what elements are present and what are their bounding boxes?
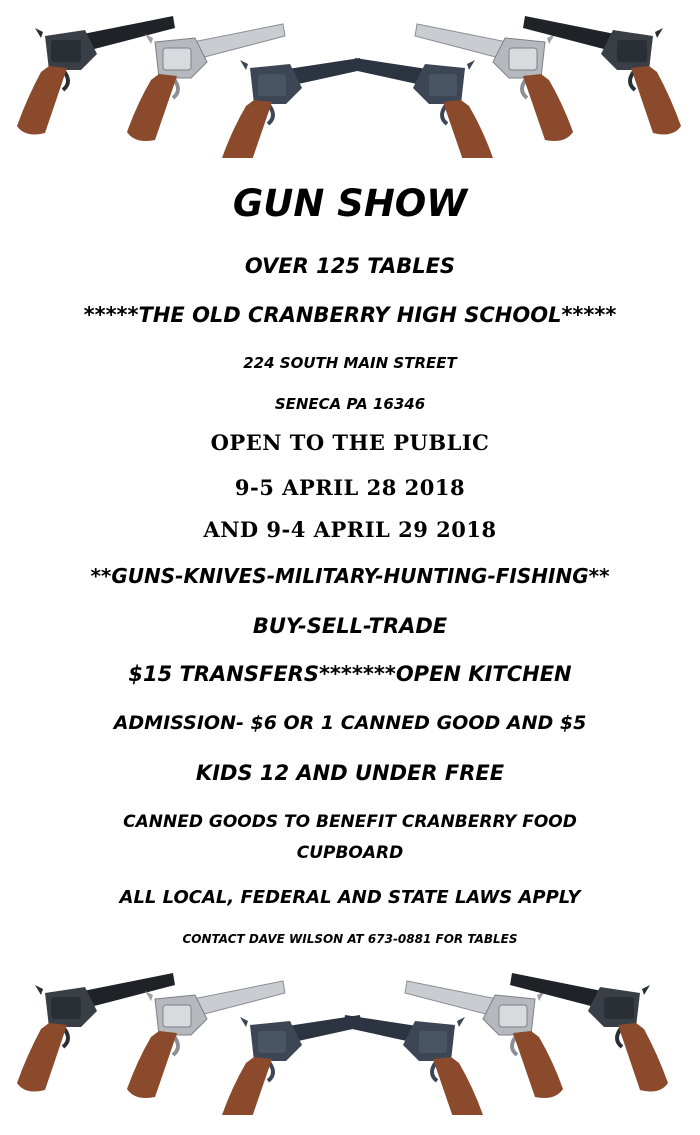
buy-sell-trade: BUY-SELL-TRADE bbox=[252, 614, 448, 638]
top-revolver-row bbox=[0, 8, 700, 158]
benefit-line-1: CANNED GOODS TO BENEFIT CRANBERRY FOOD bbox=[123, 812, 577, 832]
bottom-revolver-row bbox=[0, 965, 700, 1115]
show-date-1: 9-5 APRIL 28 2018 bbox=[234, 475, 466, 500]
admission: ADMISSION- $6 OR 1 CANNED GOOD AND $5 bbox=[113, 712, 587, 734]
contact-info: CONTACT DAVE WILSON AT 673-0881 FOR TABLES bbox=[182, 932, 518, 946]
benefit-line-2: CUPBOARD bbox=[296, 843, 404, 863]
categories: **GUNS-KNIVES-MILITARY-HUNTING-FISHING** bbox=[90, 564, 610, 588]
revolver-image bbox=[505, 965, 680, 1100]
tables-count: OVER 125 TABLES bbox=[244, 254, 456, 278]
venue-name: *****THE OLD CRANBERRY HIGH SCHOOL***** bbox=[83, 303, 617, 327]
open-to-public: OPEN TO THE PUBLIC bbox=[210, 430, 490, 455]
show-date-2: AND 9-4 APRIL 29 2018 bbox=[203, 517, 497, 542]
kids-free: KIDS 12 AND UNDER FREE bbox=[195, 761, 505, 785]
flyer-title: GUN SHOW bbox=[232, 182, 468, 225]
laws-apply: ALL LOCAL, FEDERAL AND STATE LAWS APPLY bbox=[119, 887, 581, 908]
city-address: SENECA PA 16346 bbox=[274, 395, 426, 413]
street-address: 224 SOUTH MAIN STREET bbox=[243, 354, 457, 372]
revolver-image bbox=[518, 8, 693, 143]
transfers-kitchen: $15 TRANSFERS*******OPEN KITCHEN bbox=[128, 662, 572, 686]
